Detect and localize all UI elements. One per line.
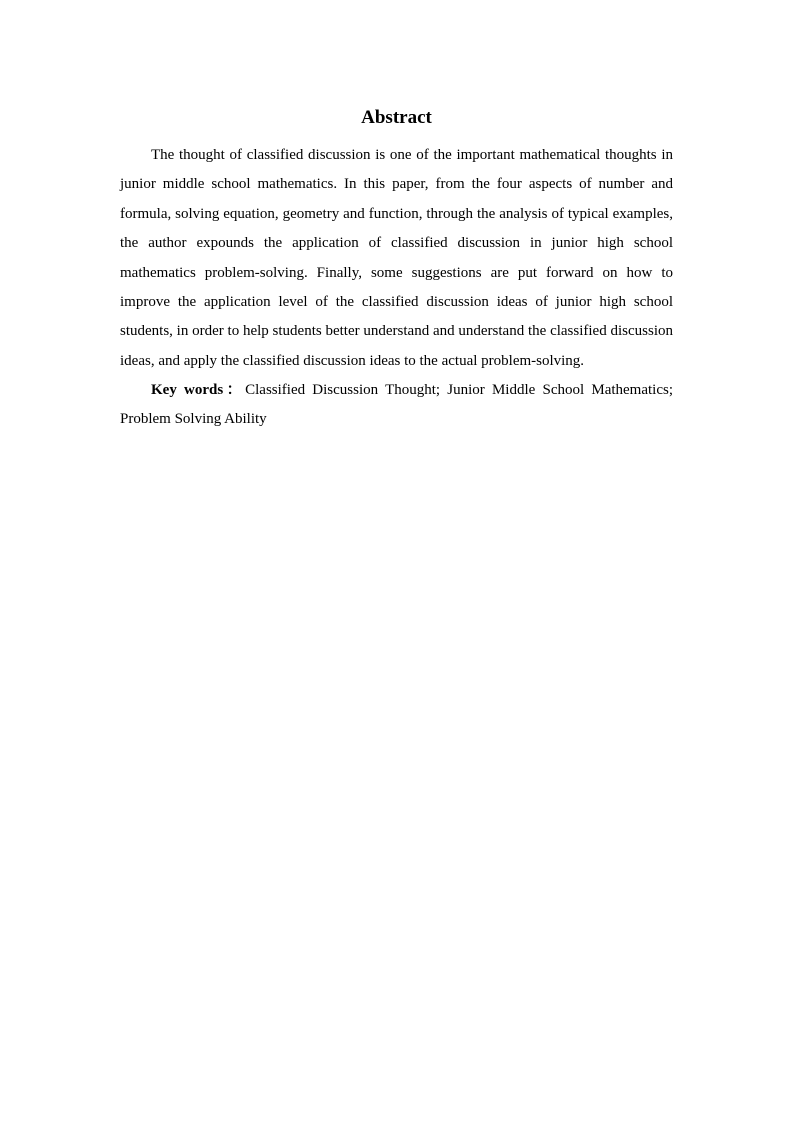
- keywords-text: Classified Discussion Thought; Junior Middle School Mathematics; Problem Solving Ability: [120, 382, 674, 428]
- keywords-paragraph: [120, 376, 673, 434]
- abstract-page: [120, 104, 673, 434]
- page-title: Abstract: [361, 107, 432, 128]
- keywords-label: Key words：: [151, 382, 246, 399]
- abstract-paragraph: The thought of classified discussion is one of the important mathematical thoughts in junior middle school mathematics. In this paper, from the four aspects of number and formula, solving equation, geometry and function, through the analysis of typical examples, the author expounds the application of classified discussion in junior high school mathematics problem-solving. Finally, some suggestions are put forward on how to improve the application level of the classified discussion ideas of junior high school students, in order to help students better understand and understand the classified discussion ideas, and apply the classified discussion ideas to the actual problem-solving.: [120, 147, 673, 369]
